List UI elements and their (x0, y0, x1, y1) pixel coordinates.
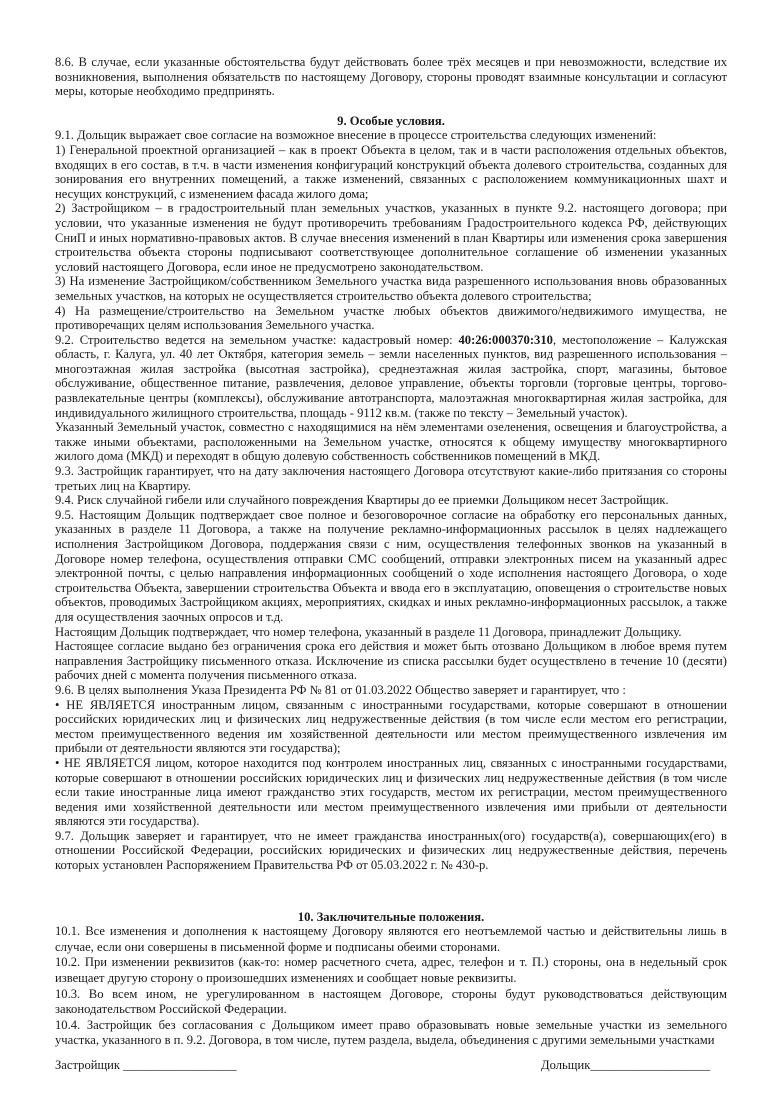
clause-10-4: 10.4. Застройщик без согласования с Дольщиком имеет право образовывать новые земельные участки из земельного участка, указанного в п. 9.2. Договора, в том числе, путем раздела, выдела, объединения с другими земельными участками (55, 1017, 727, 1048)
section-9-heading: 9. Особые условия. (337, 113, 445, 128)
bullet-item: • НЕ ЯВЛЯЕТСЯ лицом, которое находится под контролем иностранных лиц, связанных с иностранными государствами, которые совершают в отношении российских юридических лиц и физических лиц недружественные действия (в том числе если такие иностранные лица имеют гражданство этих государств, местом их регистрации, местом преимущественного ведения ими хозяйственной деятельности или местом преимущественного извлечения ими прибыли от деятельности являются эти государства). (55, 755, 727, 829)
clause-9-1: 9.1. Дольщик выражает свое согласие на возможное внесение в процессе строительства следующих изменений: (55, 128, 657, 143)
clause-10-3: 10.3. Во всем ином, не урегулированном в настоящем Договоре, стороны будут руководствоваться действующим законодательством Российской Федерации. (55, 986, 727, 1017)
cadastral-number: 40:26:000370:310 (458, 332, 553, 347)
clause-9-4: 9.4. Риск случайной гибели или случайного повреждения Квартиры до ее приемки Дольщиком несет Застройщик. (55, 493, 669, 508)
clause-10-2: 10.2. При изменении реквизитов (как-то: номер расчетного счета, адрес, телефон и т. П.) стороны, она в недельный срок извещает другую сторону о произошедших изменениях и сообщает новые реквизиты. (55, 955, 727, 986)
section-10-heading: 10. Заключительные положения. (297, 909, 485, 924)
clause-9-5: 9.5. Настоящим Дольщик подтверждает свое полное и безоговорочное согласие на обработку его персональных данных, указанных в разделе 11 Договора, а также на получение рекламно-информационных рассылок в целях надлежащего исполнения Застройщиком Договора, поддержания связи с ним, осуществления телефонных звонков на указанный в Договоре номер телефона, осуществления отправки СМС сообщений, отправки электронных писем на указанный адрес электронной почты, с целью направления информационных сообщений о ходе исполнения настоящего Договора, о ходе строительства Объекта, завершении строительства Объекта и ввода его в эксплуатацию, оповещения о строительстве новых объектов, проводимых Застройщиком акциях, мероприятиях, скидках и иных рекламно-информационных рассылок, а также для осуществления заочных опросов и т.д. (55, 507, 727, 624)
clause-9-1-item: 2) Застройщиком – в градостроительный план земельных участков, указанных в пункте 9.2. настоящего договора; при условии, что указанные изменения не будут противоречить требованиям Градостроительного кодекса РФ, действующих СниП и иных нормативно-правовых актов. В случае внесения изменений в план Квартиры или изменения срока завершения строительства объекта стороны подписывают соответствующее дополнительное соглашение об изменении указанных условий настоящего Договора, если иное не предусмотрено законодательством. (55, 201, 727, 274)
land-plot-paragraph: Указанный Земельный участок, совместно с находящимися на нём элементами озеленения, освещения и благоустройства, а также иными объектами, расположенными на Земельном участке, относятся к общему имуществу многоквартирного жилого дома (МКД) и переходят в общую долевую собственность собственников помещений в МКД. (55, 420, 727, 464)
clause-9-3: 9.3. Застройщик гарантирует, что на дату заключения настоящего Договора отсутствуют какие-либо притязания со стороны третьих лиц на Квартиру. (55, 464, 727, 493)
bullet-item: • НЕ ЯВЛЯЕТСЯ иностранным лицом, связанным с иностранными государствами, которые совершают в отношении российских юридических лиц и физических лиц недружественные действия (в том числе если местом его регистрации, местом преимущественного ведения им хозяйственной деятельности или местом преимущественного извлечения им прибыли от деятельности являются эти государства); (55, 697, 727, 756)
section-10 (55, 910, 727, 1049)
shareholder-signature: Дольщик___________________ (541, 1058, 710, 1072)
clause-9-1-item: 1) Генеральной проектной организацией – как в проект Объекта в целом, так и в части расположения отдельных объектов, входящих в его состав, в т.ч. в части изменения конфигураций конструкций объекта долевого строительства, созданных для зонирования его внутренних помещений, а также изменений, связанных с расположением коммуникационных шахт и несущих конструкций, с изменением фасада жилого дома; (55, 142, 727, 201)
developer-signature: Застройщик __________________ (55, 1058, 237, 1072)
phone-confirmation: Настоящим Дольщик подтверждает, что номер телефона, указанный в разделе 11 Договора, принадлежит Дольщику. (55, 624, 682, 639)
consent-paragraph: Настоящее согласие выдано без ограничения срока его действия и может быть отозвано Дольщиком в любое время путем направления Застройщику письменного отказа. Исключение из списка рассылки будет осуществлено в течение 10 (десяти) рабочих дней с момента получения письменного отказа. (55, 639, 727, 683)
clause-9-7: 9.7. Дольщик заверяет и гарантирует, что не имеет гражданства иностранных(ого) государств(а), совершающих(его) в отношении Российской Федерации, российских юридических и физических лиц недружественные действия, перечень которых установлен Распоряжением Правительства РФ от 05.03.2022 г. № 430-р. (55, 828, 727, 873)
clause-9-2 (55, 333, 727, 421)
document-page (55, 0, 727, 1093)
clause-9-1-item: 3) На изменение Застройщиком/собственником Земельного участка вида разрешенного использования вновь образованных земельных участков, на которых не осуществляется строительство объекта долевого строительства; (55, 274, 727, 303)
clause-9-1-item: 4) На размещение/строительство на Земельном участке любых объектов движимого/недвижимого имущества, не противоречащих целям использования Земельного участка. (55, 303, 727, 333)
clause-9-2-rest: , местоположение – Калужская область, г. Калуга, ул. 40 лет Октября, категория земель – земли населенных пунктов, вид разрешенного использования – многоэтажная жилая застройка (высотная застройка), среднеэтажная жилая застройка, спорт, магазины, бытовое обслуживание, общественное питание, развлечения, деловое управление, объекты торговли (торговые центры, торгово-развлекательные центры (комплексы), обслуживание автотранспорта, малоэтажная многоквартирная жилая застройка, для индивидуального жилищного строительства, площадь - 9112 кв.м. (также по тексту – Земельный участок). (55, 332, 727, 420)
clause-10-1: 10.1. Все изменения и дополнения к настоящему Договору являются его неотъемлемой частью и действительны лишь в случае, если они совершены в письменной форме и подписаны обеими сторонами. (55, 924, 727, 954)
clause-9-6: 9.6. В целях выполнения Указа Президента РФ № 81 от 01.03.2022 Общество заверяет и гарантирует, что : (55, 682, 626, 697)
signature-block (55, 1057, 727, 1073)
clause-9-2-intro: 9.2. Строительство ведется на земельном участке: кадастровый номер: (55, 332, 459, 347)
clause-8-6: 8.6. В случае, если указанные обстоятельства будут действовать более трёх месяцев и при невозможности, вследствие их возникновения, выполнения обязательств по настоящему Договору, стороны проводят взаимные консультации и согласуют меры, которые необходимо предпринять. (55, 55, 727, 99)
